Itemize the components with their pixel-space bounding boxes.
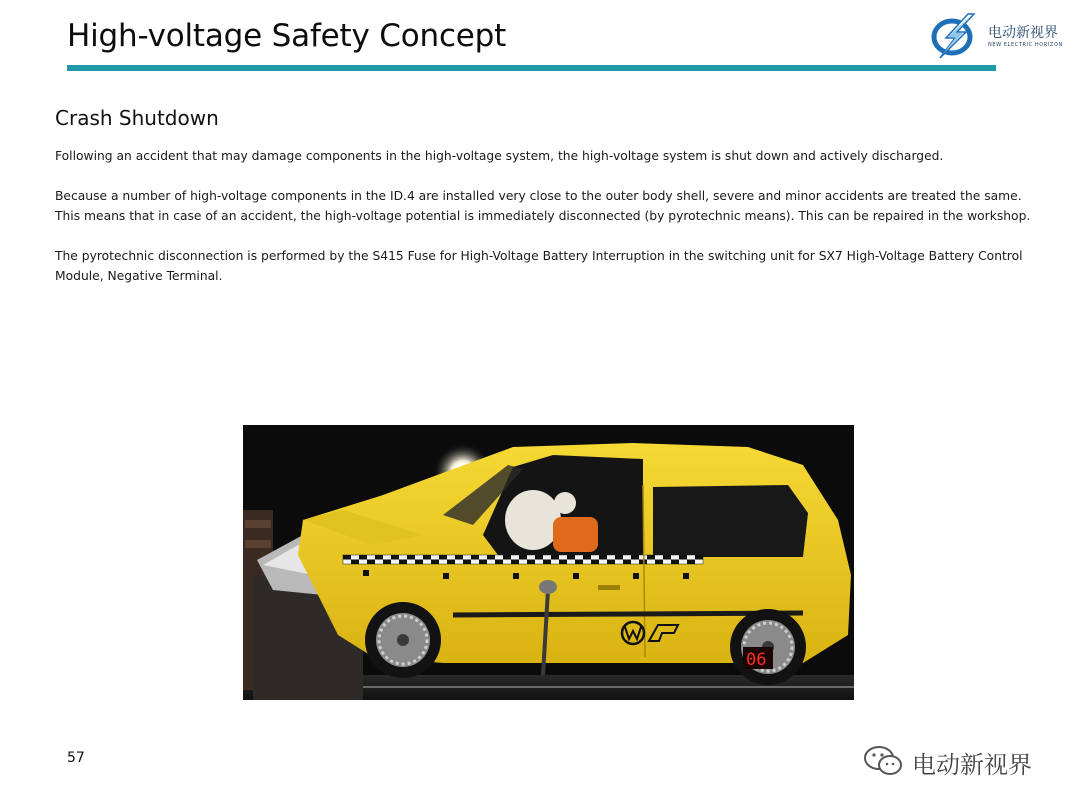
page-title: High-voltage Safety Concept [67,18,507,54]
page-number: 57 [67,750,85,766]
crash-test-photo [243,425,854,700]
watermark [862,743,1062,779]
paragraph-line: The pyrotechnic disconnection is performed by the S415 Fuse for High-Voltage Battery Interruption in the switching unit for SX7 High-Voltage Battery Control [55,249,1023,263]
logo-name-cn: 电动新视界 [988,25,1058,41]
wechat-icon [862,743,906,779]
paragraph-line: Because a number of high-voltage components in the ID.4 are installed very close to the outer body shell, severe and minor accidents are treated the same. [55,189,1022,203]
section-heading: Crash Shutdown [55,106,219,130]
paragraph-2 [55,186,1031,226]
lightning-globe-icon [928,10,984,60]
timer-readout: 06 [746,650,767,670]
crash-test-car-illustration [243,425,854,700]
brand-logo [928,10,1073,60]
title-underline [67,65,996,71]
watermark-text: 电动新视界 [912,751,1032,779]
paragraph-3 [55,246,1025,286]
logo-name-en: NEW ELECTRIC HORIZON [988,42,1063,48]
paragraph-line: This means that in case of an accident, the high-voltage potential is immediately disconnected (by pyrotechnic means). This can be repaired in the workshop. [55,209,1031,223]
paragraph-line: Module, Negative Terminal. [55,269,223,283]
paragraph-line: Following an accident that may damage components in the high-voltage system, the high-voltage system is shut down and actively discharged. [55,149,944,163]
paragraph-1 [55,146,1025,166]
